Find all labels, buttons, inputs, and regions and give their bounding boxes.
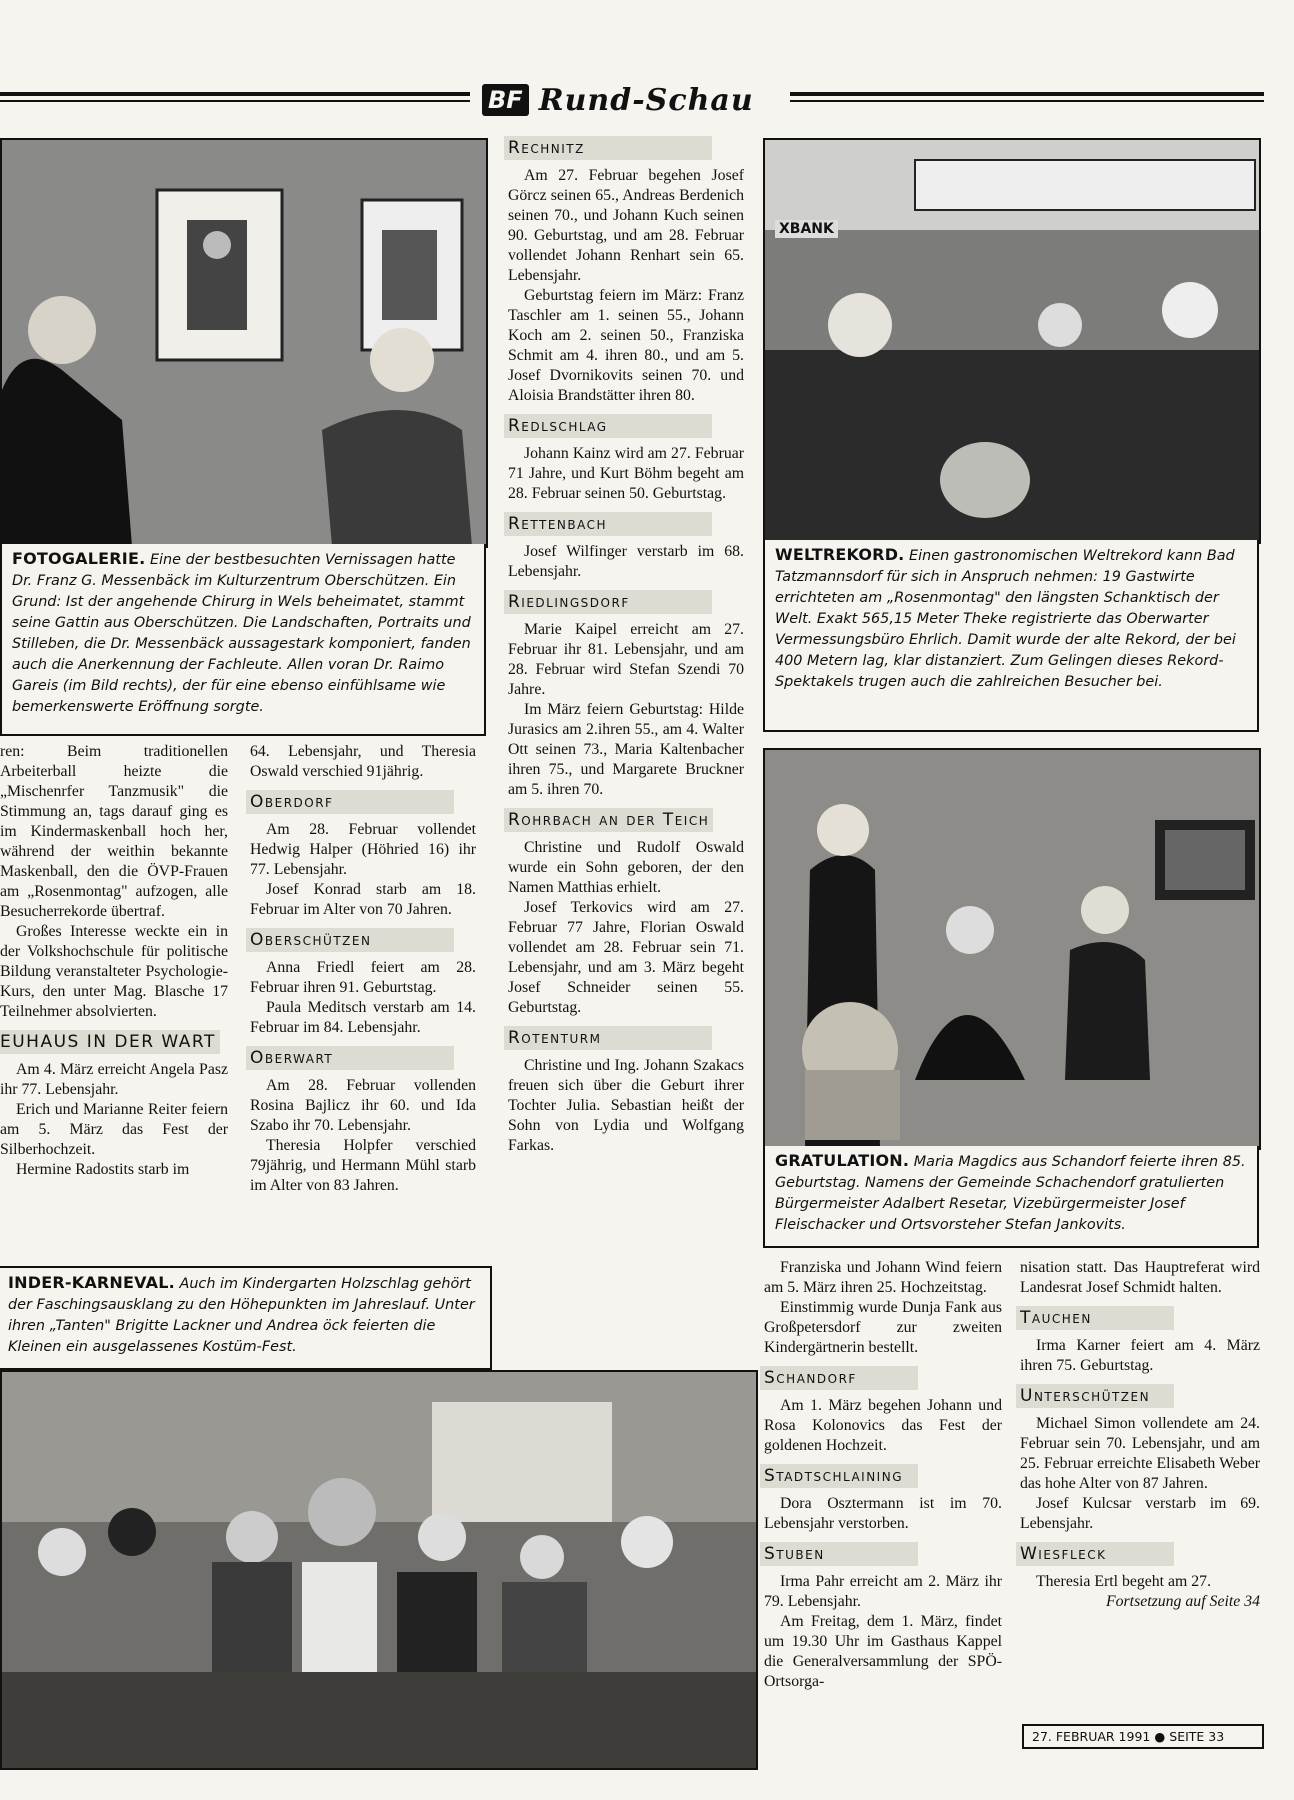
footer-page: SEITE 33 (1169, 1729, 1225, 1744)
col1-paragraph-5: Hermine Radostits starb im (16, 1161, 190, 1178)
masthead-logo (482, 78, 782, 122)
col1-paragraph-4: Erich und Marianne Reiter feiern am 5. März das Fest der Silberhochzeit. (0, 1101, 228, 1158)
column-5 (1020, 1258, 1260, 1612)
heading-oberwart: Oberwart (246, 1046, 454, 1070)
col5-paragraph-2: Irma Karner feiert am 4. März ihren 75. Geburtstag. (1020, 1337, 1260, 1374)
gratulation-caption (763, 1146, 1259, 1248)
heading-rechnitz: Rechnitz (504, 136, 712, 160)
col2-paragraph-2: Am 28. Februar vollendet Hedwig Halper (Höhried 16) ihr 77. Lebensjahr. (250, 821, 476, 878)
heading-neuhaus: EUHAUS IN DER WART (0, 1030, 220, 1054)
kinderkarneval-caption (0, 1266, 492, 1370)
col3-paragraph-9: Christine und Ing. Johann Szakacs freuen sich über die Geburt ihrer Tochter Julia. Sebastian heißt der Sohn von Lydia und Wolfgang Farkas. (508, 1057, 744, 1154)
col3-paragraph-2: Geburtstag feiern im März: Franz Taschler am 1. seinen 55., Johann Koch am 2. seinen 50., Franziska Schmit am 4. ihren 80., und am 5. Josef Dvornikovits seinen 70. und Aloisia Brandstätter ihren 80. (508, 287, 744, 404)
fotogalerie-text: Eine der bestbesuchten Vernissagen hatte Dr. Franz G. Messenbäck im Kulturzentrum Oberschützen. Ein Grund: Ist der angehende Chirurg in Wels beheimatet, stammt seine Gattin aus Oberschützen. Die Landschaften, Portraits und Stilleben, die Dr. Messenbäck aussagestark komponiert, fanden auch die Anerkennung der Fachleute. Allen voran Dr. Raimo Gareis (im Bild rechts), der für eine ebenso einfühlsame wie bemerkenswerte Eröffnung sorgte. (12, 552, 471, 715)
col4-paragraph-4: Dora Osztermann ist im 70. Lebensjahr verstorben. (764, 1495, 1002, 1532)
heading-wiesfleck: Wiesfleck (1016, 1542, 1174, 1566)
kinderkarneval-label: INDER-KARNEVAL. (8, 1273, 175, 1292)
heading-riedlingsdorf: Riedlingsdorf (504, 590, 712, 614)
gratulation-photo (763, 748, 1261, 1150)
col3-paragraph-3: Johann Kainz wird am 27. Februar 71 Jahre, und Kurt Böhm begeht am 28. Februar seinen 50. Geburtstag. (508, 445, 744, 502)
col5-paragraph-3: Michael Simon vollendete am 24. Februar sein 70. Lebensjahr, und am 25. Februar erreichte Elisabeth Weber das hohe Alter von 87 Jahren. (1020, 1415, 1260, 1492)
col3-paragraph-6: Im März feiern Geburtstag: Hilde Jurasics am 2.ihren 55., am 4. Walter Ott seinen 73., Maria Kaltenbacher ihren 75., und Margarete Bruckner am 5. ihren 70. (508, 701, 744, 798)
col1-paragraph-2: Großes Interesse weckte ein in der Volkshochschule für politische Bildung veranstalteter Psychologie-Kurs, den unter Mag. Blasche 17 Teilnehmer absolvierten. (0, 923, 228, 1020)
column-3 (508, 136, 744, 1156)
heading-stuben: Stuben (760, 1542, 918, 1566)
gratulation-text: Maria Magdics aus Schandorf feierte ihren 85. Geburtstag. Namens der Gemeinde Schachendorf gratulierten Bürgermeister Adalbert Resetar, Vizebürgermeister Josef Fleischacker und Ortsvorsteher Stefan Jankovits. (775, 1154, 1246, 1233)
weltrekord-label: WELTREKORD. (775, 545, 905, 564)
fotogalerie-photo (0, 138, 488, 548)
col5-paragraph-5: Theresia Ertl begeht am 27. (1036, 1573, 1212, 1590)
column-1 (0, 742, 228, 1180)
col4-paragraph-6: Am Freitag, dem 1. März, findet um 19.30 Uhr im Gasthaus Kappel die Generalversammlung der SPÖ-Ortsorga- (764, 1613, 1002, 1690)
col2-paragraph-5: Paula Meditsch verstarb am 14. Februar im 84. Lebensjahr. (250, 999, 476, 1036)
weltrekord-text: Einen gastronomischen Weltrekord kann Bad Tatzmannsdorf für sich in Anspruch nehmen: 19 Gastwirte errichteten am „Rosenmontag" den längsten Schanktisch der Welt. Exakt 565,15 Meter Theke registrierte das Oberwarter Vermessungsbüro Ehrlich. Damit wurde der alte Rekord, der bei 400 Metern lag, klar distanziert. Zum Gelingen dieses Rekord-Spektakels trugen auch die zahlreichen Besucher bei. (775, 548, 1236, 690)
heading-stadtschlaining: Stadtschlaining (760, 1464, 918, 1488)
heading-rohrbach: Rohrbach an der Teich (504, 808, 713, 832)
col5-paragraph-4: Josef Kulcsar verstarb im 69. Lebensjahr. (1020, 1495, 1260, 1532)
col2-paragraph-6: Am 28. Februar vollenden Rosina Bajlicz ihr 60. und Ida Szabo ihr 70. Lebensjahr. (250, 1077, 476, 1134)
kinderkarneval-text: Auch im Kindergarten Holzschlag gehört der Faschingsausklang zu den Höhepunkten im Jahreslauf. Unter ihren „Tanten" Brigitte Lackner und Andrea öck feierten die Kleinen ein ausgelassenes Kostüm-Fest. (8, 1276, 475, 1355)
col3-paragraph-8: Josef Terkovics wird am 27. Februar 77 Jahre, Florian Oswald vollendet am 28. Februar sein 71. Lebensjahr, und am 3. März begeht Josef Schneider seinen 55. Geburtstag. (508, 899, 744, 1016)
col3-paragraph-4: Josef Wilfinger verstarb im 68. Lebensjahr. (508, 543, 744, 580)
footer-date: 27. FEBRUAR 1991 (1032, 1729, 1151, 1744)
col1-paragraph-3: Am 4. März erreicht Angela Pasz ihr 77. Lebensjahr. (0, 1061, 228, 1098)
masthead-badge: BF (482, 84, 529, 116)
col3-paragraph-7: Christine und Rudolf Oswald wurde ein Sohn geboren, der den Namen Matthias erhielt. (508, 839, 744, 896)
masthead-rule-left (0, 92, 470, 96)
heading-tauchen: Tauchen (1016, 1306, 1174, 1330)
col5-paragraph-1: nisation statt. Das Hauptreferat wird Landesrat Josef Schmidt halten. (1020, 1259, 1260, 1296)
weltrekord-bank-sign: XBANK (775, 220, 838, 238)
col4-paragraph-3: Am 1. März begehen Johann und Rosa Kolonovics das Fest der goldenen Hochzeit. (764, 1397, 1002, 1454)
weltrekord-photo (763, 138, 1261, 544)
col1-paragraph-1: ren: Beim traditionellen Arbeiterball heizte die „Mischenrfer Tanzmusik" die Stimmung an, tags darauf ging es im Kindermaskenball hoch her, während der weithin bekannte Maskenball, den die ÖVP-Frauen am „Rosenmontag" aufzogen, alle Besucherrekorde übertraf. (0, 743, 228, 920)
col2-paragraph-1: 64. Lebensjahr, und Theresia Oswald verschied 91jährig. (250, 743, 476, 780)
continued-notice: Fortsetzung auf Seite 34 (1105, 1593, 1260, 1610)
column-2 (250, 742, 476, 1196)
page-footer (1022, 1724, 1264, 1749)
fotogalerie-caption (0, 544, 486, 736)
col4-paragraph-1: Franziska und Johann Wind feiern am 5. März ihren 25. Hochzeitstag. (764, 1259, 1002, 1296)
heading-schandorf: Schandorf (760, 1366, 918, 1390)
col2-paragraph-4: Anna Friedl feiert am 28. Februar ihren 91. Geburtstag. (250, 959, 476, 996)
col4-paragraph-2: Einstimmig wurde Dunja Fank aus Großpetersdorf zur zweiten Kindergärtnerin bestellt. (764, 1299, 1002, 1356)
weltrekord-caption (763, 540, 1259, 732)
masthead-rule-right-2 (790, 100, 1264, 102)
bullet-icon: ● (1154, 1729, 1166, 1744)
heading-rettenbach: Rettenbach (504, 512, 712, 536)
kinderkarneval-photo (0, 1370, 758, 1770)
heading-rotenturm: Rotenturm (504, 1026, 712, 1050)
fotogalerie-label: FOTOGALERIE. (12, 549, 146, 568)
col2-paragraph-7: Theresia Holpfer verschied 79jährig, und Hermann Mühl starb im Alter von 83 Jahren. (250, 1137, 476, 1194)
heading-redlschlag: Redlschlag (504, 414, 712, 438)
masthead-title: Rund-Schau (538, 82, 754, 118)
col3-paragraph-1: Am 27. Februar begehen Josef Görcz seinen 65., Andreas Berdenich seinen 70., und Johann Kuch seinen 90. Geburtstag, und am 28. Februar vollendet Johann Renhart sein 65. Lebensjahr. (508, 167, 744, 284)
heading-oberdorf: Oberdorf (246, 790, 454, 814)
col2-paragraph-3: Josef Konrad starb am 18. Februar im Alter von 70 Jahren. (250, 881, 476, 918)
masthead-rule-right (790, 92, 1264, 96)
col4-paragraph-5: Irma Pahr erreicht am 2. März ihr 79. Lebensjahr. (764, 1573, 1002, 1610)
masthead-rule-left-2 (0, 100, 470, 102)
col3-paragraph-5: Marie Kaipel erreicht am 27. Februar ihr 81. Lebensjahr, und am 28. Februar wird Stefan Szendi 70 Jahre. (508, 621, 744, 698)
gratulation-label: GRATULATION. (775, 1151, 910, 1170)
column-4 (764, 1258, 1002, 1692)
heading-oberschuetzen: Oberschützen (246, 928, 454, 952)
heading-unterschuetzen: Unterschützen (1016, 1384, 1174, 1408)
